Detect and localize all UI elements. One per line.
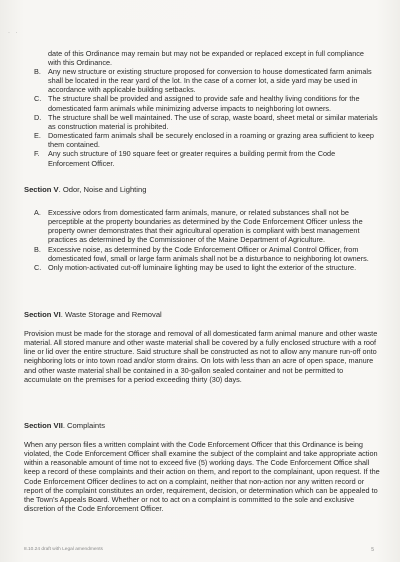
requirements-list	[34, 67, 378, 168]
section-vii-title: . Complaints	[62, 421, 106, 430]
section-v-item-letter: B.	[34, 244, 41, 254]
section-v-item-letter: C.	[34, 262, 42, 272]
requirement-item-letter: E.	[34, 131, 41, 141]
requirement-item	[34, 113, 378, 131]
section-v-item-letter: A.	[34, 208, 41, 217]
requirement-item-letter: C.	[34, 94, 42, 104]
section-vii-label: Section VII	[24, 421, 63, 430]
section-vi-label: Section VI	[24, 310, 61, 319]
requirement-item-letter: B.	[34, 67, 41, 76]
requirement-item-text: The structure shall be well maintained. The use of scrap, waste board, sheet metal or similar materials as construction material is prohibited.	[48, 112, 378, 131]
section-vi-heading	[24, 310, 162, 320]
section-v-heading	[24, 185, 146, 195]
section-v-item	[34, 245, 378, 263]
section-v-item	[34, 263, 378, 272]
section-v-label: Section V	[24, 185, 59, 194]
section-v-title: . Odor, Noise and Lighting	[58, 185, 147, 194]
requirement-item	[34, 149, 378, 167]
requirement-item	[34, 67, 378, 94]
section-v-item-text: Excessive noise, as determined by the Code Enforcement Officer or Animal Control Officer, from domesticated fowl, small or large farm animals shall not be a disturbance to neighboring lot owners.	[48, 244, 369, 263]
section-vi-text: Provision must be made for the storage and removal of all domesticated farm animal manure and other waste material. All stored manure and other waste material shall be covered by a fully enclosed structure with a roof line or lid over the entire structure. Said structure shall be constructed as not to allow any manure run-off onto neighboring lots or into town road and/or storm drains. On lots with less than an acre of open space, manure and other waste material shall be contained in a 30-gallon sealed container and not be permitted to accumulate on the premises for a period exceeding thirty (30) days.	[24, 329, 378, 384]
requirement-item-text: Any such structure of 190 square feet or greater requires a building permit from the Code Enforcement Officer.	[48, 149, 336, 168]
section-vi-title: . Waste Storage and Removal	[60, 310, 162, 319]
requirement-item	[34, 131, 378, 149]
section-v-item-text: Excessive odors from domesticated farm animals, manure, or related substances shall not be perceptible at the property boundaries as determined by the Code Enforcement Officer unless the property owner demonstrates that their agricultural operation is compliant with best management practices as determined by the Commissioner of the Maine Department of Agriculture.	[48, 208, 363, 245]
section-v-item	[34, 208, 378, 245]
requirement-item-text: Any new structure or existing structure proposed for conversion to house domesticated farm animals shall be located in the rear yard of the lot. In the case of a corner lot, a side yard may be used in accordance with applicable building setbacks.	[48, 67, 372, 95]
section-vii-heading	[24, 421, 105, 431]
section-vii-text: When any person files a written complaint with the Code Enforcement Officer that this Ordinance is being violated, the Code Enforcement Officer shall examine the subject of the complaint and take appropriate action within a reasonable amount of time not to exceed five (5) working days. The Code Enforcement Office shall keep a record of these complaints and their action on them, and report to the complainant, upon request. If the Code Enforcement Officer declines to act on a complaint, neither that non-action nor any written record or report of the complaint constitutes an order, requirement, decision, or determination which can be appealed to the Town's Appeals Board. Whether or not to act on a complaint is committed to the sole and exclusive discretion of the Code Enforcement Officer.	[24, 440, 380, 514]
requirement-item-text: Domesticated farm animals shall be securely enclosed in a roaming or grazing area sufficient to keep them contained.	[48, 131, 374, 150]
requirement-item-letter: F.	[34, 149, 40, 159]
page-number: 5	[371, 547, 374, 553]
scan-mark: · ·	[8, 30, 20, 36]
requirement-item-text: The structure shall be provided and assigned to provide safe and healthy living conditions for the domesticated farm animals while minimizing adverse impacts to neighboring lot owners.	[48, 94, 360, 113]
section-v-list	[34, 208, 378, 272]
section-v-item-text: Only motion-activated cut-off luminaire lighting may be used to light the exterior of the structure.	[48, 262, 357, 272]
draft-note: 8.10.24 draft with Legal amendments	[24, 547, 103, 552]
requirement-item	[34, 94, 378, 112]
continuation-text: date of this Ordinance may remain but may not be expanded or replaced except in full compliance with this Ordinance.	[48, 49, 364, 68]
requirement-item-letter: D.	[34, 112, 42, 122]
